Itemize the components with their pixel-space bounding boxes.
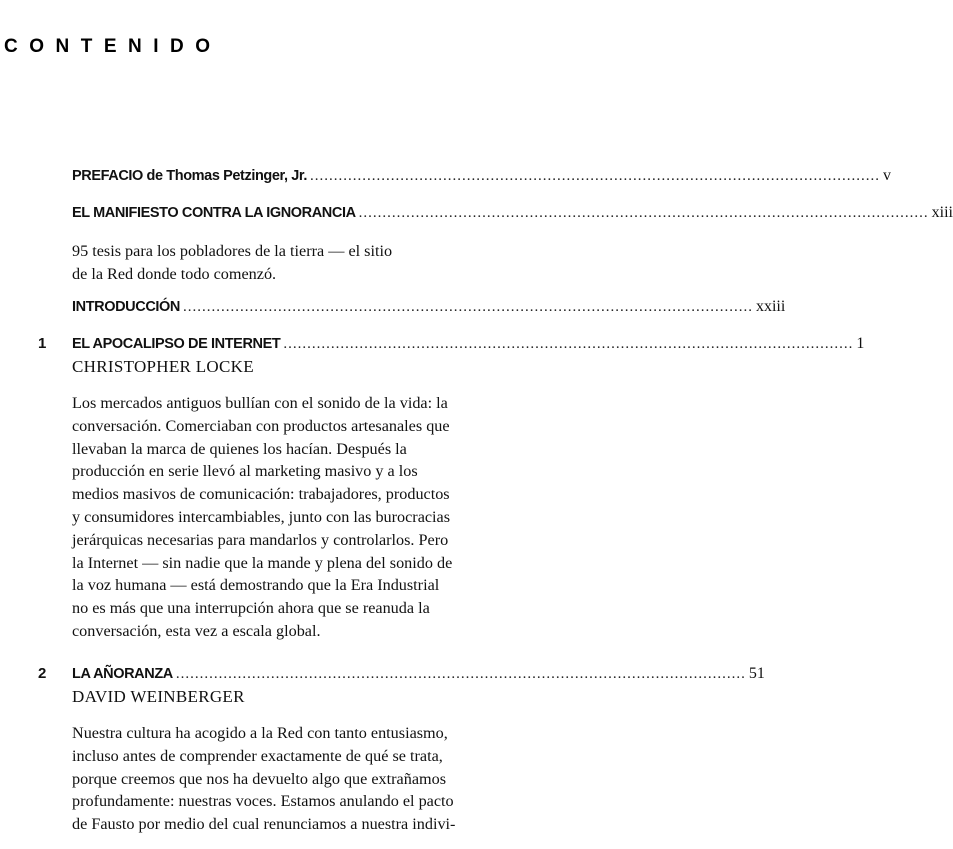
page-heading: CONTENIDO bbox=[4, 36, 222, 57]
toc-entry-page: 1 bbox=[856, 335, 865, 352]
chapter-author: CHRISTOPHER LOCKE bbox=[72, 357, 254, 376]
toc-entry-page: 51 bbox=[748, 665, 765, 682]
chapter-2-description: Nuestra cultura ha acogido a la Red con tanto entusiasmo, incluso antes de comprender exactamente de qué se trata, porque creemos que nos ha devuelto algo que extrañamos profundamente: nuestras voces. Estamos anulando el pacto de Fausto por medio del cual renunciamos a nuestra indivi- bbox=[72, 724, 456, 834]
dot-leader: ........................................................................................................................ bbox=[309, 168, 880, 184]
chapter-number: 2 bbox=[38, 665, 47, 682]
toc-entry-title: PREFACIO de Thomas Petzinger, Jr. bbox=[72, 168, 307, 184]
toc-entry-page: xiii bbox=[931, 204, 953, 221]
manifiesto-description: 95 tesis para los pobladores de la tierra — el sitio de la Red donde todo comenzó. bbox=[72, 242, 393, 283]
toc-entry-page: v bbox=[882, 167, 891, 184]
chapter-number: 1 bbox=[38, 335, 47, 352]
toc-entry-title: INTRODUCCIÓN bbox=[72, 299, 180, 315]
toc-entry-introduccion[interactable] bbox=[72, 298, 786, 316]
toc-entry-title: EL MANIFIESTO CONTRA LA IGNORANCIA bbox=[72, 205, 356, 221]
dot-leader: ........................................................................................................................ bbox=[175, 666, 746, 682]
toc-entry-manifiesto[interactable] bbox=[72, 204, 953, 222]
dot-leader: ........................................................................................................................ bbox=[283, 336, 854, 352]
toc-entry-page: xxiii bbox=[755, 298, 786, 315]
chapter-author: DAVID WEINBERGER bbox=[72, 687, 245, 706]
dot-leader: ........................................................................................................................ bbox=[182, 299, 753, 315]
toc-entry-prefacio[interactable] bbox=[72, 167, 891, 185]
chapter-1-description: Los mercados antiguos bullían con el sonido de la vida: la conversación. Comerciaban con productos artesanales que llevaban la marca de quienes los hacían. Después la producción en serie llevó al marketing masivo y a los medios masivos de comunicación: trabajadores, productos y consumidores intercambiables, junto con las burocracias jerárquicas necesarias para mandarlos y controlarlos. Pero la Internet — sin nadie que la mande y plena del sonido de la voz humana — está demostrando que la Era Industrial no es más que una interrupción ahora que se reanuda la conversación, esta vez a escala global. bbox=[72, 394, 453, 640]
toc-entry-chapter-2[interactable] bbox=[38, 665, 765, 683]
dot-leader: ........................................................................................................................ bbox=[358, 205, 929, 221]
toc-entry-title: EL APOCALIPSO DE INTERNET bbox=[72, 336, 281, 352]
toc-entry-title: LA AÑORANZA bbox=[72, 666, 173, 682]
toc-entry-chapter-1[interactable] bbox=[38, 335, 865, 353]
